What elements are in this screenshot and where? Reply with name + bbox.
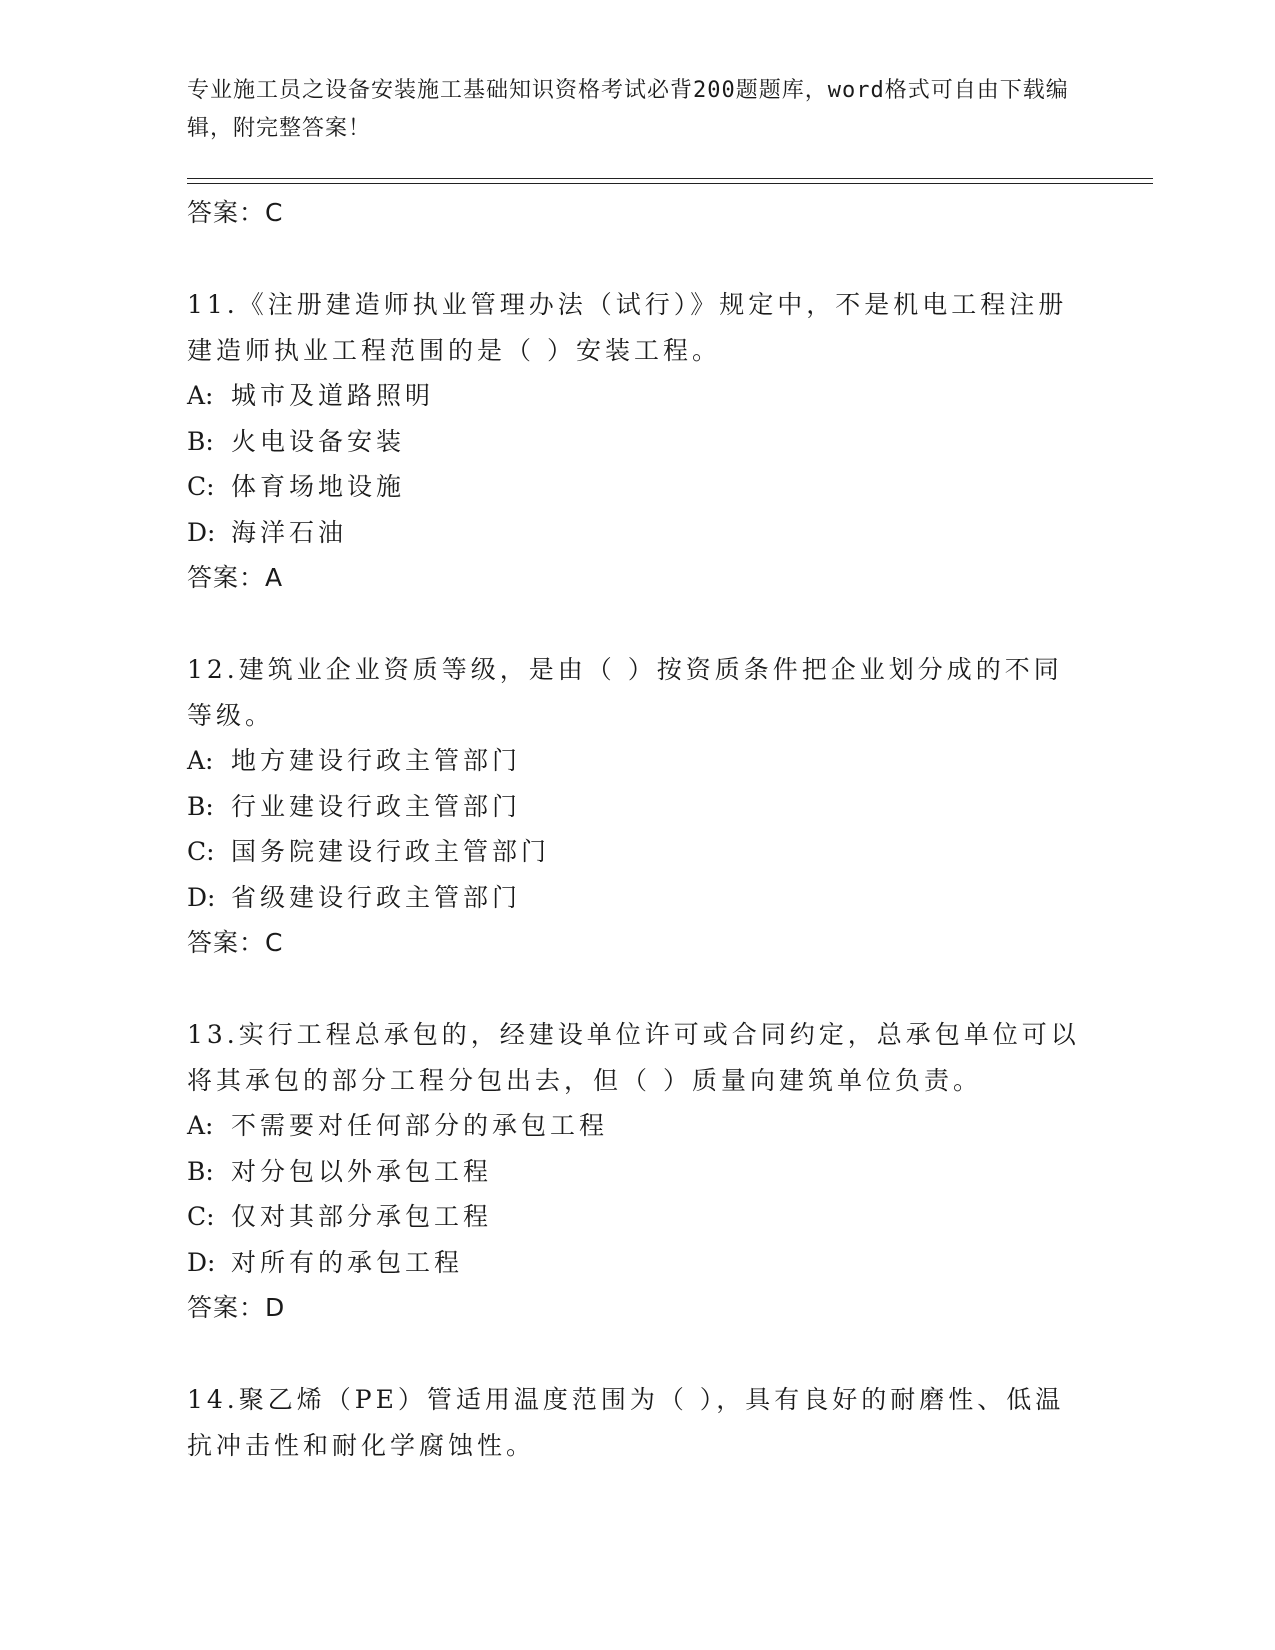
option-c <box>187 1194 1087 1240</box>
option-text: 火电设备安装 <box>231 426 406 456</box>
previous-answer: 答案：C <box>187 198 284 227</box>
option-b <box>187 784 1087 830</box>
option-key: A: <box>187 1111 214 1140</box>
option-key: B: <box>187 426 214 456</box>
option-key: C: <box>187 1202 215 1231</box>
question-answer: 答案：C <box>187 928 284 957</box>
option-text: 仅对其部分承包工程 <box>231 1202 493 1231</box>
question-stem: 14.聚乙烯（PE）管适用温度范围为（ ），具有良好的耐磨性、低温抗冲击性和耐化学腐蚀性。 <box>187 1385 1065 1460</box>
option-text: 不需要对任何部分的承包工程 <box>231 1111 609 1140</box>
question-12 <box>187 647 1087 965</box>
option-a <box>187 373 1087 419</box>
option-key: C: <box>187 837 215 866</box>
option-a <box>187 738 1087 784</box>
option-text: 省级建设行政主管部门 <box>231 882 522 912</box>
option-c <box>187 464 1087 510</box>
option-b <box>187 419 1087 465</box>
question-stem: 12.建筑业企业资质等级，是由（ ）按资质条件把企业划分成的不同等级。 <box>187 655 1063 730</box>
option-text: 国务院建设行政主管部门 <box>231 837 551 866</box>
question-14 <box>187 1377 1087 1468</box>
question-11 <box>187 282 1087 600</box>
option-text: 对所有的承包工程 <box>231 1247 464 1277</box>
option-text: 城市及道路照明 <box>231 381 435 410</box>
question-gap <box>187 600 1087 647</box>
option-d <box>187 510 1087 556</box>
option-a <box>187 1103 1087 1149</box>
option-c <box>187 829 1087 875</box>
header-divider-top <box>187 178 1153 179</box>
question-gap <box>187 1330 1087 1377</box>
option-text: 对分包以外承包工程 <box>231 1156 493 1186</box>
question-13 <box>187 1012 1087 1330</box>
option-text: 地方建设行政主管部门 <box>231 746 522 775</box>
question-stem: 13.实行工程总承包的，经建设单位许可或合同约定，总承包单位可以将其承包的部分工程分包出去，但（ ）质量向建筑单位负责。 <box>187 1020 1080 1095</box>
option-b <box>187 1149 1087 1195</box>
header-divider-bottom <box>187 183 1153 184</box>
option-text: 海洋石油 <box>231 517 348 547</box>
option-text: 体育场地设施 <box>231 472 406 501</box>
option-key: D: <box>187 1247 216 1277</box>
option-key: B: <box>187 1156 214 1186</box>
question-list <box>187 190 1087 1468</box>
option-text: 行业建设行政主管部门 <box>231 791 522 821</box>
question-stem: 11.《注册建造师执业管理办法（试行）》规定中，不是机电工程注册建造师执业工程范围的是（ ）安装工程。 <box>187 290 1068 365</box>
option-d <box>187 875 1087 921</box>
option-key: D: <box>187 882 216 912</box>
option-key: D: <box>187 517 216 547</box>
question-answer: 答案：D <box>187 1293 286 1322</box>
document-header: 专业施工员之设备安装施工基础知识资格考试必背200题题库，word格式可自由下载编辑，附完整答案！ <box>187 78 1069 141</box>
question-answer: 答案：A <box>187 563 284 592</box>
option-key: A: <box>187 381 214 410</box>
option-key: C: <box>187 472 215 501</box>
question-gap <box>187 965 1087 1012</box>
question-gap <box>187 235 1087 282</box>
option-d <box>187 1240 1087 1286</box>
option-key: B: <box>187 791 214 821</box>
option-key: A: <box>187 746 214 775</box>
